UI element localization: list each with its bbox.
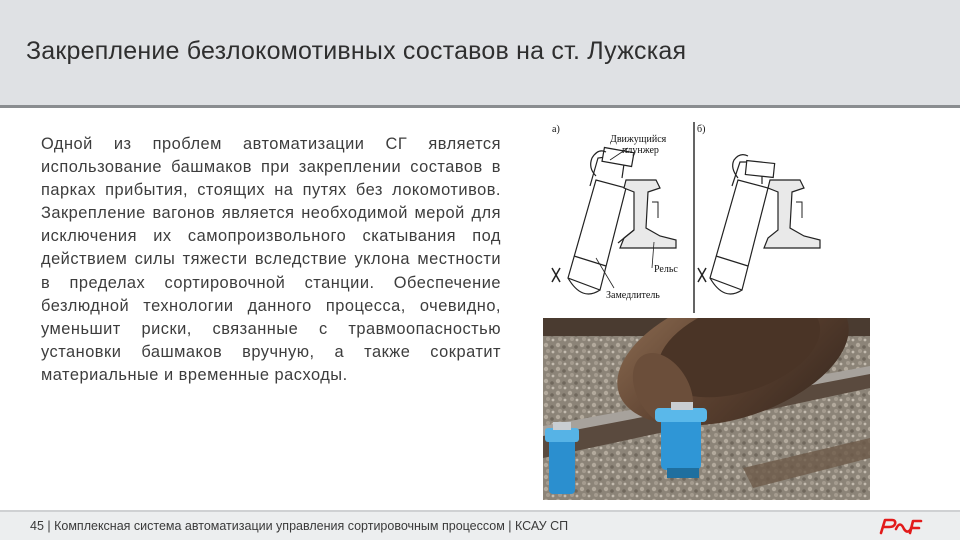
footer-text: 45 | Комплексная система автоматизации управления сортировочным процессом | КСАУ СП: [30, 519, 569, 533]
rzd-logo-icon: [878, 517, 924, 535]
rail-label: Рельс: [654, 264, 678, 275]
retarder-diagram-drawing: [548, 118, 848, 318]
panel-a-label: а): [552, 124, 560, 135]
wheel-retarder-photo-drawing: [543, 318, 870, 500]
blue-retarder-right: [655, 402, 707, 478]
panel-b-label: б): [697, 124, 706, 135]
plunger-label-1: Движущийся: [610, 134, 667, 145]
blue-retarder-left: [545, 422, 579, 494]
plunger-label-2: плунжер: [622, 145, 659, 156]
body-paragraph: Одной из проблем автоматизации СГ является использование башмаков при закреплении составов в парках прибытия, стоящих на путях без локомотивов. Закрепление вагонов является необходимой мерой для исключения их самопроизвольного скатывания под действием силы тяжести вследствие уклона местности в пределах сортировочной станции. Обеспечение безлюдной технологии данного процесса, очевидно, уменьшит риски, связанные с травмоопасностью установки башмаков вручную, а также сократит материальные и временные расходы.: [41, 135, 501, 384]
slide-header: [0, 0, 960, 108]
retarder-label: Замедлитель: [606, 290, 660, 301]
slide-footer: [0, 512, 960, 540]
wheel-retarder-photo: [543, 318, 870, 500]
retarder-diagram: [548, 118, 848, 318]
slide-title: Закрепление безлокомотивных составов на ст. Лужская: [26, 37, 687, 65]
panel-b-drawing: [698, 155, 820, 294]
